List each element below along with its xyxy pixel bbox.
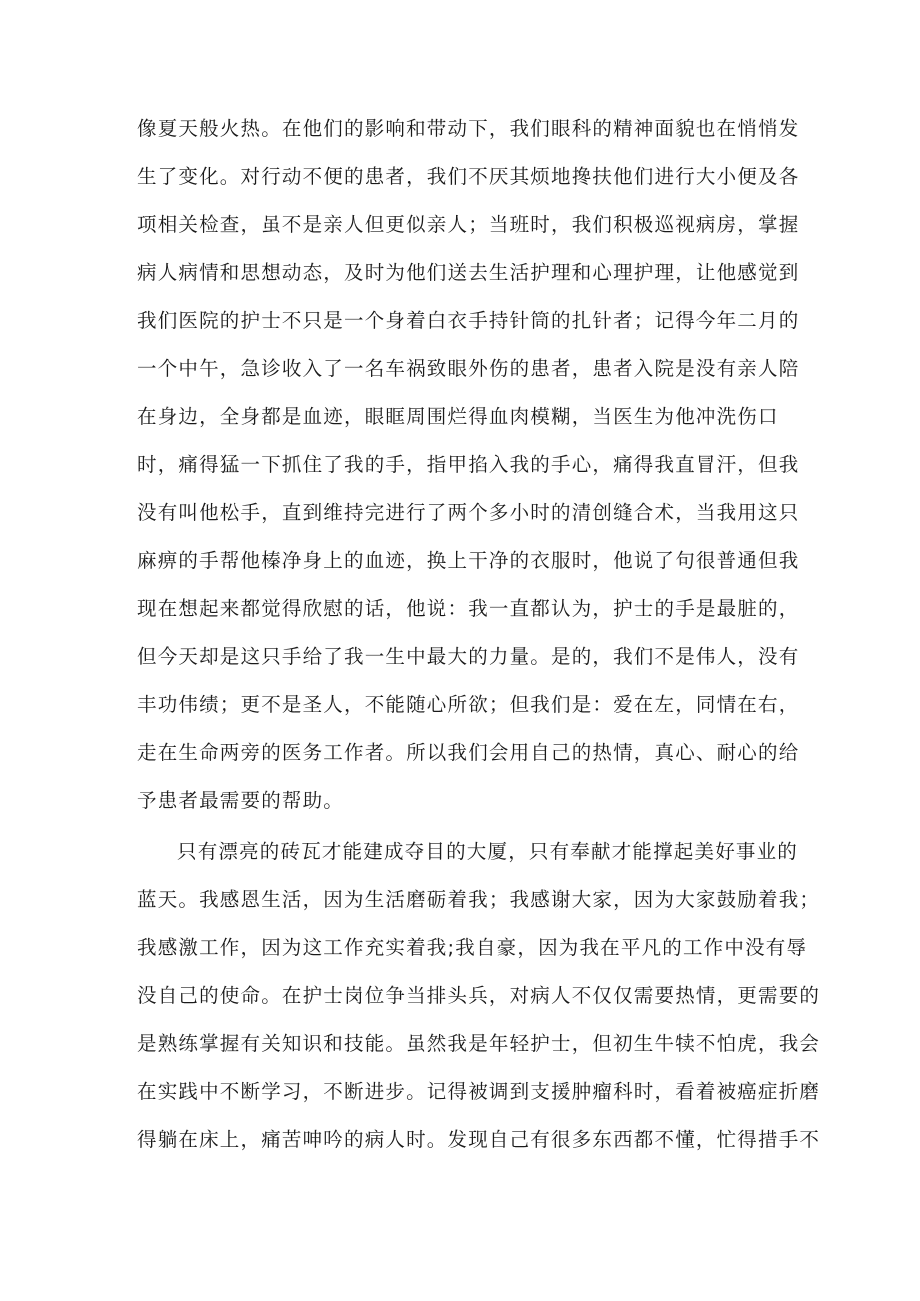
text-line: 生了变化。对行动不便的患者，我们不厌其烦地搀扶他们进行大小便及各 [137, 165, 800, 188]
text-line: 像夏天般火热。在他们的影响和带动下，我们眼科的精神面貌也在悄悄发 [137, 117, 800, 140]
text-line: 现在想起来都觉得欣慰的话，他说：我一直都认为，护士的手是最脏的， [137, 597, 800, 620]
text-line: 得躺在床上，痛苦呻吟的病人时。发现自己有很多东西都不懂，忙得措手不 [137, 1128, 821, 1151]
text-line: 在身边，全身都是血迹，眼眶周围烂得血肉模糊，当医生为他冲洗伤口 [137, 405, 779, 428]
text-line: 时，痛得猛一下抓住了我的手，指甲掐入我的手心，痛得我直冒汗，但我 [137, 453, 800, 476]
text-line: 病人病情和思想动态，及时为他们送去生活护理和心理护理，让他感觉到 [137, 261, 800, 284]
text-line: 我感激工作，因为这工作充实着我;我自豪，因为我在平凡的工作中没有辱 [137, 936, 808, 959]
text-line: 没有叫他松手，直到维持完进行了两个多小时的清创缝合术，当我用这只 [137, 501, 800, 524]
text-line: 蓝天。我感恩生活，因为生活磨砺着我；我感谢大家，因为大家鼓励着我； [137, 888, 821, 911]
text-line: 项相关检查，虽不是亲人但更似亲人；当班时，我们积极巡视病房，掌握 [137, 213, 800, 236]
text-line: 予患者最需要的帮助。 [137, 789, 345, 812]
text-line: 麻痹的手帮他榛净身上的血迹，换上干净的衣服时，他说了句很普通但我 [137, 549, 800, 572]
text-line: 走在生命两旁的医务工作者。所以我们会用自己的热情，真心、耐心的给 [137, 741, 800, 764]
text-line: 没自己的使命。在护士岗位争当排头兵，对病人不仅仅需要热情，更需要的 [137, 984, 821, 1007]
paragraph-first-line: 只有漂亮的砖瓦才能建成夺目的大厦，只有奉献才能撑起美好事业的 [177, 840, 799, 863]
text-line: 丰功伟绩；更不是圣人，不能随心所欲；但我们是：爱在左，同情在右， [137, 693, 800, 716]
text-line: 我们医院的护士不只是一个身着白衣手持针筒的扎针者；记得今年二月的 [137, 309, 800, 332]
text-line: 是熟练掌握有关知识和技能。虽然我是年轻护士，但初生牛犊不怕虎，我会 [137, 1032, 821, 1055]
text-line: 在实践中不断学习，不断进步。记得被调到支援肿瘤科时，看着被癌症折磨 [137, 1080, 821, 1103]
text-line: 一个中午，急诊收入了一名车祸致眼外伤的患者，患者入院是没有亲人陪 [137, 357, 800, 380]
text-line: 但今天却是这只手给了我一生中最大的力量。是的，我们不是伟人，没有 [137, 645, 800, 668]
